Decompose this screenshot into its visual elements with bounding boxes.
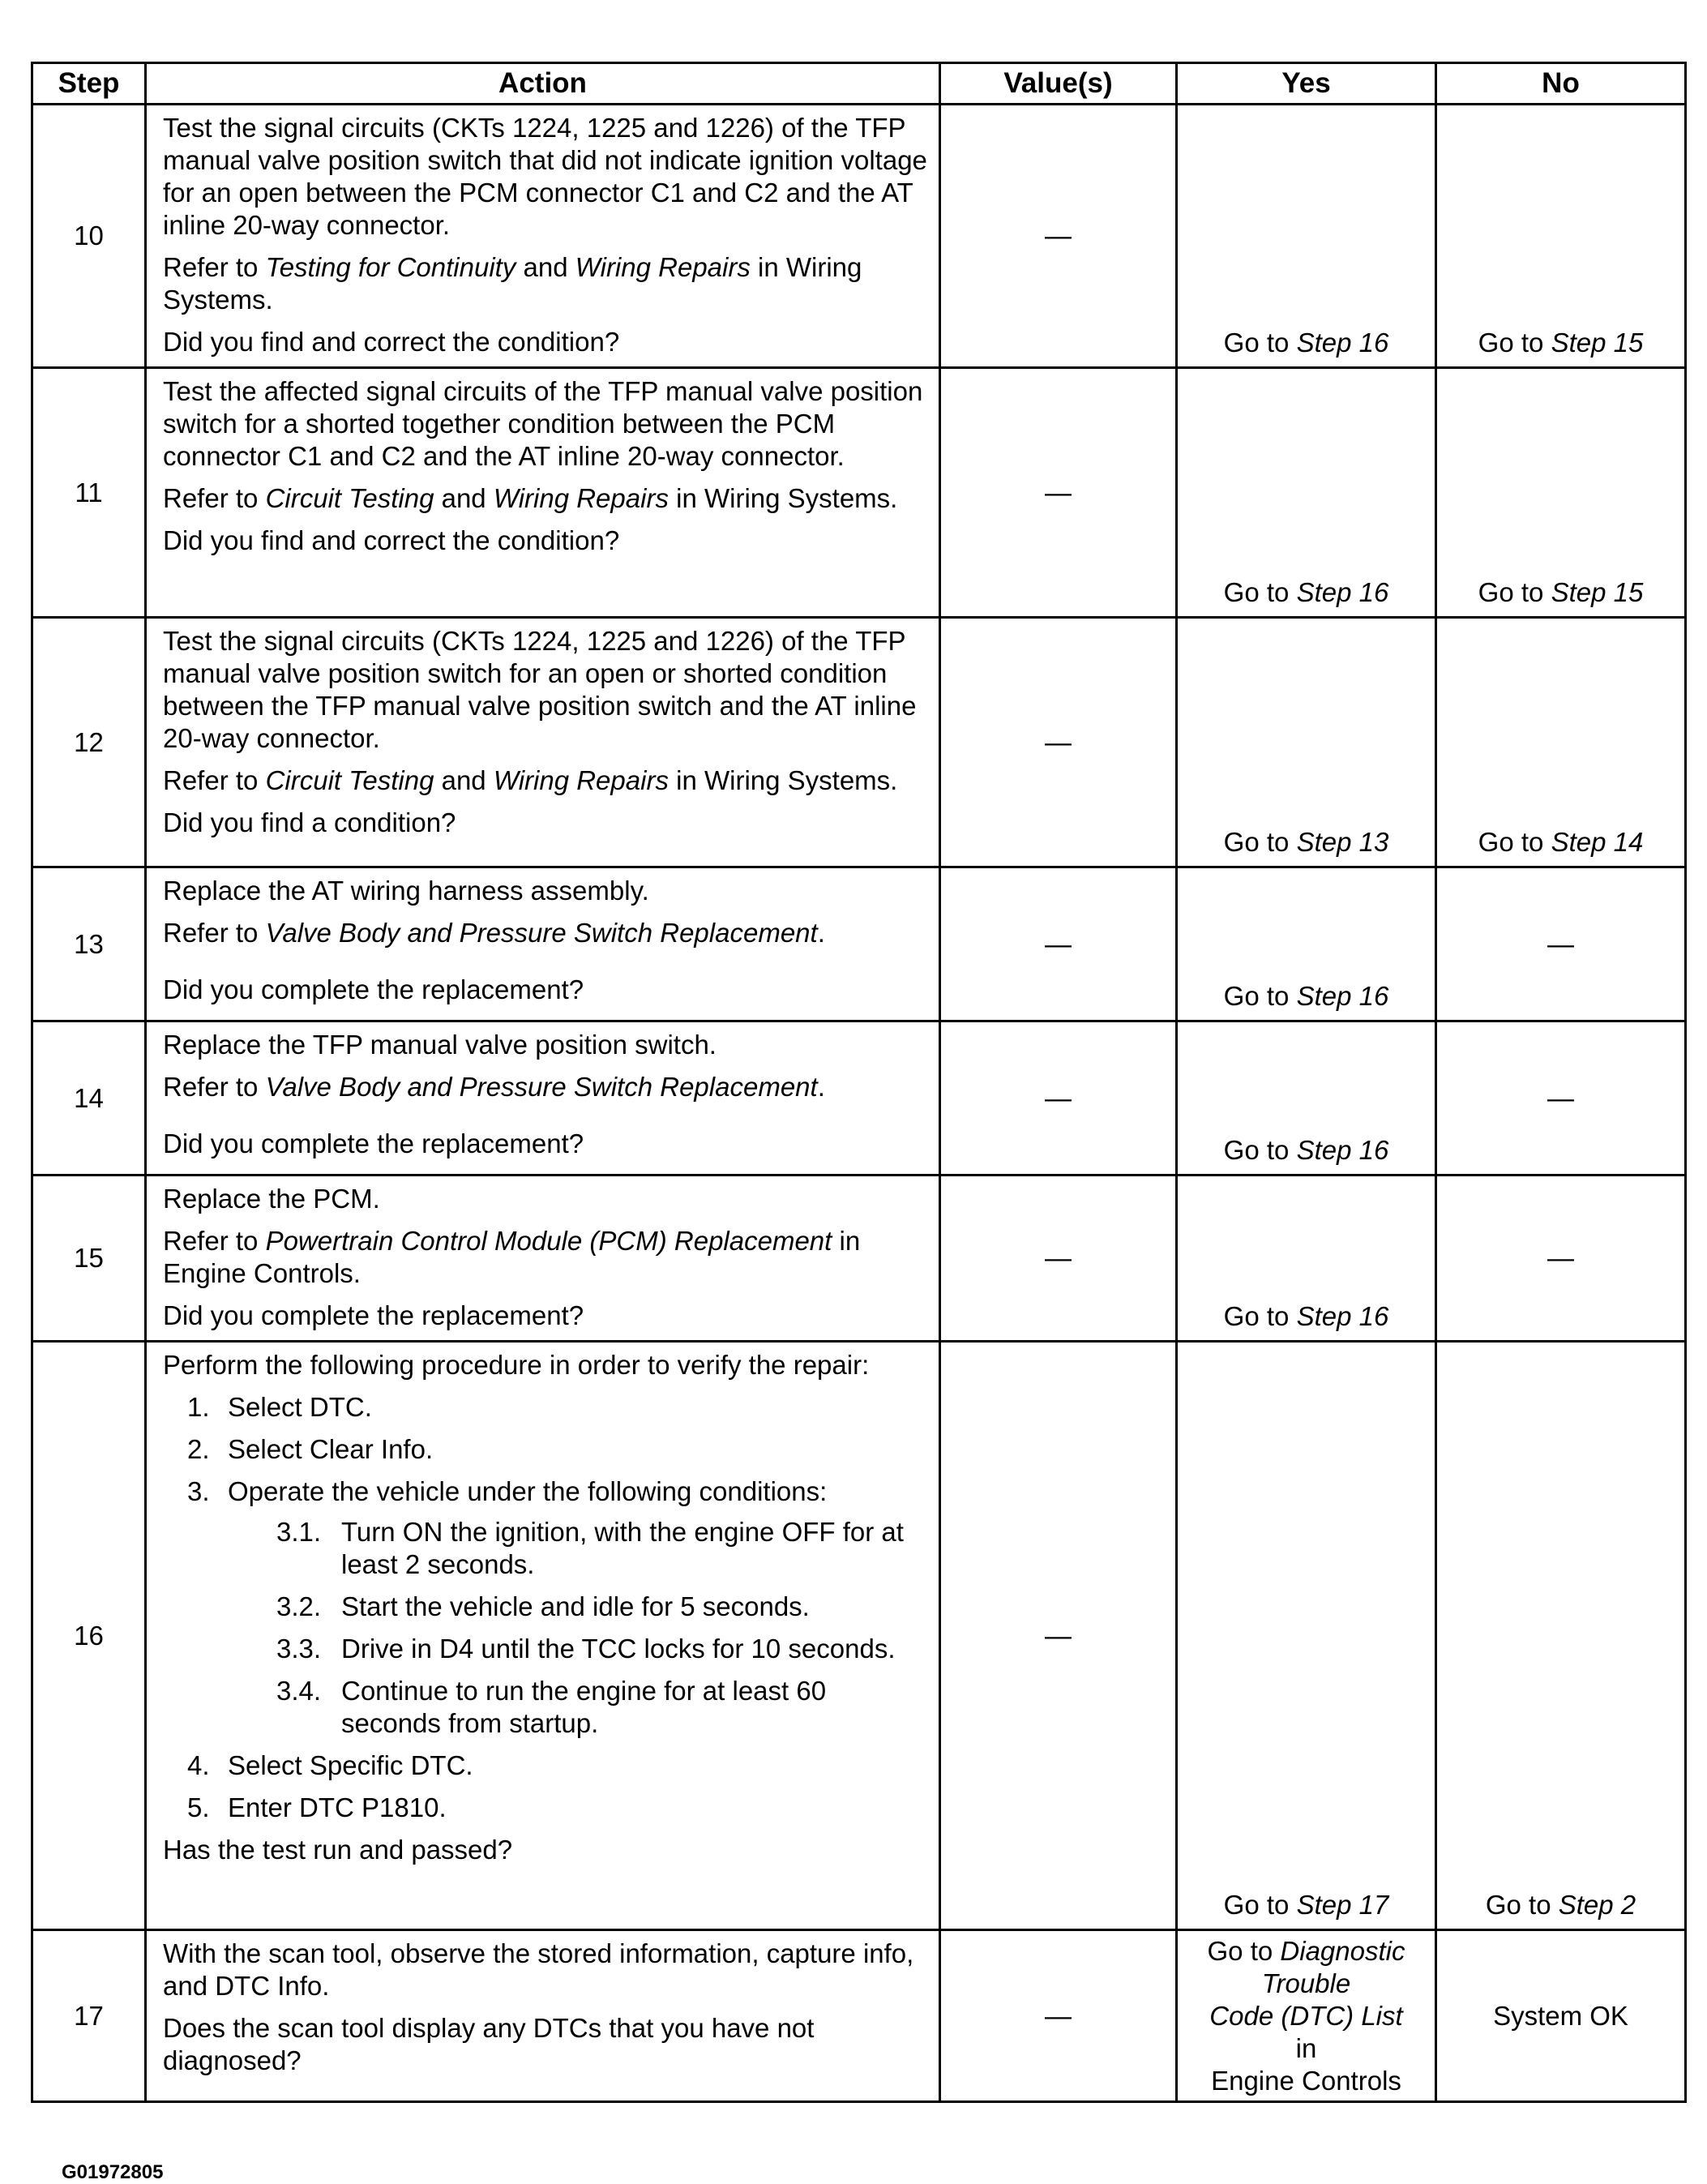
action-text: Replace the AT wiring harness assembly. — [163, 876, 649, 906]
table-row — [32, 368, 1686, 618]
action-question: Did you find and correct the condition? — [163, 327, 620, 357]
yes-line — [1178, 1968, 1435, 2000]
em-dash: — — [1045, 221, 1072, 251]
no-cell — [1436, 368, 1686, 618]
reference-link-text: Code (DTC) List — [1209, 2000, 1403, 2031]
action-question: Does the scan tool display any DTCs that you have not diagnosed? — [163, 2013, 815, 2075]
em-dash: — — [1045, 928, 1072, 959]
em-dash: — — [1045, 2000, 1072, 2031]
yes-cell — [1177, 1930, 1436, 2102]
action-cell — [146, 1342, 940, 1930]
action-reference — [163, 917, 927, 949]
text-run: . — [817, 1072, 825, 1102]
yes-cell — [1177, 1021, 1436, 1176]
reference-link-text: Diagnostic — [1280, 1935, 1405, 1966]
action-reference — [163, 251, 927, 316]
table-row — [32, 105, 1686, 368]
table-row — [32, 618, 1686, 867]
yes-line — [1178, 2065, 1435, 2097]
figure-id: G01972805 — [62, 2161, 164, 2183]
yes-cell — [1177, 867, 1436, 1021]
action-intro: Perform the following procedure in order to verify the repair: — [163, 1350, 870, 1380]
header-values: Value(s) — [940, 63, 1177, 105]
reference-link-text: Valve Body and Pressure Switch Replacement — [265, 1072, 818, 1102]
yes-cell — [1177, 368, 1436, 618]
reference-link-text: Step 14 — [1551, 827, 1644, 857]
em-dash: — — [1045, 1620, 1072, 1651]
procedure-step — [187, 1433, 927, 1466]
header-action: Action — [146, 63, 940, 105]
text-run: Go to — [1485, 1890, 1559, 1920]
no-cell: — — [1436, 867, 1686, 1021]
reference-link-text: Step 16 — [1296, 1301, 1389, 1331]
step-text: Drive in D4 until the TCC locks for 10 seconds. — [341, 1634, 896, 1664]
reference-link-text: Circuit Testing — [265, 765, 434, 795]
action-question: Did you complete the replacement? — [163, 974, 584, 1004]
yes-line — [1178, 2032, 1435, 2065]
step-index: 1. — [187, 1392, 210, 1422]
text-run: Go to — [1478, 827, 1551, 857]
em-dash: — — [1045, 477, 1072, 507]
yes-cell — [1177, 1342, 1436, 1930]
procedure-substep — [276, 1675, 927, 1740]
step-index: 3.4. — [276, 1676, 322, 1706]
text-run: and — [434, 765, 494, 795]
header-yes: Yes — [1177, 63, 1436, 105]
yes-line — [1178, 1935, 1435, 1968]
value-cell — [940, 105, 1177, 368]
step-number: 12 — [32, 618, 146, 867]
value-cell — [940, 618, 1177, 867]
text-run: Go to — [1223, 1890, 1297, 1920]
text-run: Go to — [1223, 1135, 1297, 1165]
no-cell: — — [1436, 1176, 1686, 1342]
text-run: Go to — [1223, 827, 1297, 857]
substep-list — [276, 1516, 927, 1740]
text-run: Refer to — [163, 483, 266, 513]
action-question: Did you find a condition? — [163, 807, 456, 837]
text-run: in Wiring Systems. — [668, 765, 898, 795]
header-no: No — [1436, 63, 1686, 105]
action-text: With the scan tool, observe the stored information, capture info, and DTC Info. — [163, 1938, 914, 2001]
procedure-list — [187, 1391, 927, 1824]
reference-link-text: Trouble — [1261, 1968, 1351, 1998]
text-run: Go to — [1478, 577, 1551, 607]
step-number: 16 — [32, 1342, 146, 1930]
reference-link-text: Step 13 — [1296, 827, 1389, 857]
reference-link-text: Wiring Repairs — [493, 483, 669, 513]
text-run: in Wiring Systems. — [163, 252, 862, 315]
yes-cell — [1177, 1176, 1436, 1342]
yes-line — [1178, 2000, 1435, 2032]
table-row — [32, 867, 1686, 1021]
action-reference — [163, 1071, 927, 1103]
step-text: Select DTC. — [228, 1392, 372, 1422]
action-text: Replace the PCM. — [163, 1184, 380, 1214]
em-dash: — — [1045, 1243, 1072, 1273]
value-cell — [940, 1930, 1177, 2102]
reference-link-text: Powertrain Control Module (PCM) Replacement — [265, 1226, 832, 1256]
action-text: Test the signal circuits (CKTs 1224, 1225 and 1226) of the TFP manual valve position switch that did not indicate ignition voltage for an open between the PCM connector C1 and C2 and the AT inline 20-way connector. — [163, 113, 927, 240]
text-run: Go to — [1223, 577, 1297, 607]
action-cell — [146, 368, 940, 618]
action-reference — [163, 482, 927, 515]
step-index: 3.1. — [276, 1517, 322, 1547]
reference-link-text: Step 16 — [1296, 577, 1389, 607]
step-index: 3.3. — [276, 1634, 322, 1664]
text-run: and — [516, 252, 575, 282]
procedure-step — [187, 1391, 927, 1424]
no-cell: System OK — [1436, 1930, 1686, 2102]
step-index: 5. — [187, 1792, 210, 1822]
reference-link-text: Wiring Repairs — [575, 252, 751, 282]
step-index: 3. — [187, 1476, 210, 1506]
reference-link-text: Wiring Repairs — [493, 765, 669, 795]
step-number: 14 — [32, 1021, 146, 1176]
diagnostic-table-page — [31, 62, 1684, 2183]
step-text: Start the vehicle and idle for 5 seconds. — [341, 1591, 810, 1621]
action-cell — [146, 1930, 940, 2102]
action-question: Did you find and correct the condition? — [163, 525, 620, 555]
reference-link-text: Step 16 — [1296, 1135, 1389, 1165]
step-number: 11 — [32, 368, 146, 618]
no-cell: — — [1436, 1021, 1686, 1176]
action-question: Did you complete the replacement? — [163, 1128, 584, 1158]
action-cell — [146, 1021, 940, 1176]
step-text: Operate the vehicle under the following conditions: — [228, 1476, 828, 1506]
action-cell — [146, 618, 940, 867]
yes-cell — [1177, 105, 1436, 368]
text-run: Refer to — [163, 1072, 266, 1102]
step-text: Enter DTC P1810. — [228, 1792, 447, 1822]
value-cell — [940, 867, 1177, 1021]
text-run: Go to — [1478, 328, 1551, 358]
no-cell — [1436, 105, 1686, 368]
table-row — [32, 1930, 1686, 2102]
reference-link-text: Step 2 — [1558, 1890, 1636, 1920]
text-run: . — [817, 918, 825, 948]
step-text: Select Specific DTC. — [228, 1750, 473, 1780]
action-reference — [163, 1225, 927, 1290]
diagnostic-table — [31, 62, 1687, 2103]
value-cell — [940, 1021, 1177, 1176]
value-cell — [940, 1176, 1177, 1342]
table-row — [32, 1176, 1686, 1342]
step-index: 2. — [187, 1434, 210, 1464]
value-cell — [940, 368, 1177, 618]
text-run: and — [434, 483, 494, 513]
reference-link-text: Testing for Continuity — [265, 252, 516, 282]
action-text: Test the affected signal circuits of the TFP manual valve position switch for a shorted together condition between the PCM connector C1 and C2 and the AT inline 20-way connector. — [163, 376, 923, 471]
text-run: Go to — [1223, 1301, 1297, 1331]
header-row — [32, 63, 1686, 105]
text-run: Refer to — [163, 252, 266, 282]
action-reference — [163, 764, 927, 797]
action-cell — [146, 1176, 940, 1342]
step-number: 10 — [32, 105, 146, 368]
reference-link-text: Step 17 — [1296, 1890, 1389, 1920]
step-text: Continue to run the engine for at least 60 seconds from startup. — [341, 1676, 827, 1738]
procedure-step — [187, 1475, 927, 1508]
procedure-substep — [276, 1591, 927, 1623]
step-index: 4. — [187, 1750, 210, 1780]
reference-link-text: Valve Body and Pressure Switch Replacement — [265, 918, 818, 948]
text-run: Refer to — [163, 765, 266, 795]
action-cell — [146, 867, 940, 1021]
text-run: in Engine Controls. — [163, 1226, 861, 1288]
reference-link-text: Circuit Testing — [265, 483, 434, 513]
action-question: Has the test run and passed? — [163, 1835, 513, 1865]
text-run: Go to — [1223, 328, 1297, 358]
step-number: 13 — [32, 867, 146, 1021]
procedure-substep — [276, 1633, 927, 1665]
value-cell — [940, 1342, 1177, 1930]
text-run: Go to — [1207, 1935, 1281, 1966]
reference-link-text: Step 15 — [1551, 577, 1644, 607]
text-run: Go to — [1223, 981, 1297, 1011]
em-dash: — — [1045, 1082, 1072, 1113]
yes-cell — [1177, 618, 1436, 867]
procedure-step — [187, 1792, 927, 1824]
reference-link-text: Step 16 — [1296, 328, 1389, 358]
step-index: 3.2. — [276, 1591, 322, 1621]
step-text: Turn ON the ignition, with the engine OFF for at least 2 seconds. — [341, 1517, 904, 1579]
reference-link-text: Step 15 — [1551, 328, 1644, 358]
step-text: Select Clear Info. — [228, 1434, 434, 1464]
procedure-substep — [276, 1516, 927, 1581]
action-question: Did you complete the replacement? — [163, 1300, 584, 1330]
step-number: 17 — [32, 1930, 146, 2102]
header-step: Step — [32, 63, 146, 105]
text-run: in Wiring Systems. — [668, 483, 898, 513]
text-run: in — [1295, 2032, 1317, 2063]
table-row — [32, 1342, 1686, 1930]
step-number: 15 — [32, 1176, 146, 1342]
text-run: Engine Controls — [1211, 2065, 1401, 2096]
text-run: Refer to — [163, 918, 266, 948]
no-cell — [1436, 618, 1686, 867]
action-cell — [146, 105, 940, 368]
text-run: Refer to — [163, 1226, 266, 1256]
action-text: Test the signal circuits (CKTs 1224, 1225 and 1226) of the TFP manual valve position switch for an open or shorted condition between the TFP manual valve position switch and the AT inline 20-way connector. — [163, 626, 917, 753]
table-row — [32, 1021, 1686, 1176]
no-cell — [1436, 1342, 1686, 1930]
procedure-step — [187, 1749, 927, 1782]
em-dash: — — [1045, 726, 1072, 757]
action-text: Replace the TFP manual valve position switch. — [163, 1030, 717, 1060]
reference-link-text: Step 16 — [1296, 981, 1389, 1011]
